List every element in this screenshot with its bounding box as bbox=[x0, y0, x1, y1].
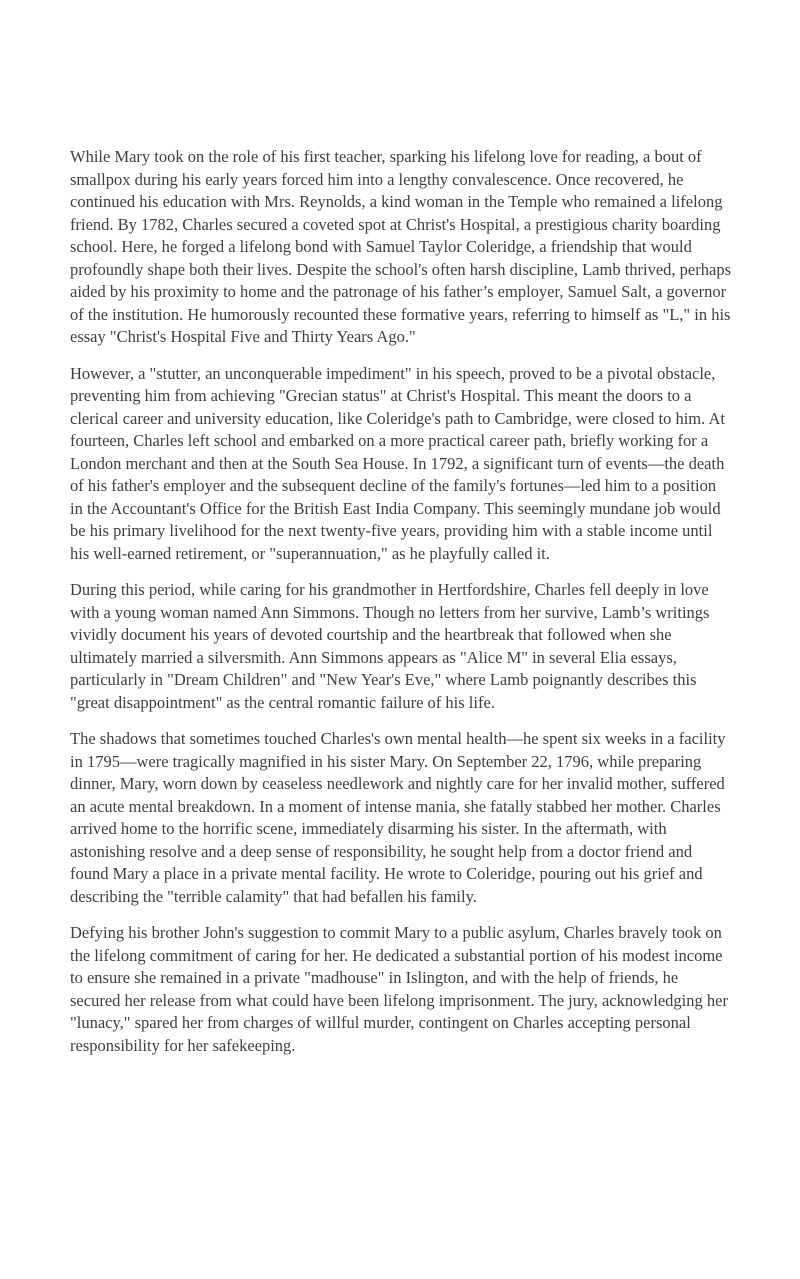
paragraph-ann-simmons: During this period, while caring for his grandmother in Hertfordshire, Charles fell deeply in love with a young woman named Ann Simmons. Though no letters from her survive, Lamb’s writings vividly document his years of devoted courtship and the heartbreak that followed when she ultimately married a silversmith. Ann Simmons appears as "Alice M" in several Elia essays, particularly in "Dream Children" and "New Year's Eve," where Lamb poignantly describes this "great disappointment" as the central romantic failure of his life. bbox=[70, 580, 710, 712]
paragraph-schooling: While Mary took on the role of his first teacher, sparking his lifelong love for reading, a bout of smallpox during his early years forced him into a lengthy convalescence. Once recovered, he continued his education with Mrs. Reynolds, a kind woman in the Temple who remained a lifelong friend. By 1782, Charles secured a coveted spot at Christ's Hospital, a prestigious charity boarding school. Here, he forged a lifelong bond with Samuel Taylor Coleridge, a friendship that would profoundly shape both their lives. Despite the school's often harsh discipline, Lamb thrived, perhaps aided by his proximity to home and the patronage of his father’s employer, Samuel Salt, a governor of the institution. He humorously recounted these formative years, referring to himself as "L," in his essay "Christ's Hospital Five and Thirty Years Ago." bbox=[70, 147, 731, 346]
paragraph-career: However, a "stutter, an unconquerable impediment" in his speech, proved to be a pivotal obstacle, preventing him from achieving "Grecian status" at Christ's Hospital. This meant the doors to a clerical career and university education, like Coleridge's path to Cambridge, were closed to him. At fourteen, Charles left school and embarked on a more practical career path, briefly working for a London merchant and then at the South Sea House. In 1792, a significant turn of events—the death of his father's employer and the subsequent decline of the family's fortunes—led him to a position in the Accountant's Office for the British East India Company. This seemingly mundane job would be his primary livelihood for the next twenty-five years, providing him with a stable income until his well-earned retirement, or "superannuation," as he playfully called it. bbox=[70, 363, 725, 563]
paragraph-guardianship: Defying his brother John's suggestion to commit Mary to a public asylum, Charles bravely took on the lifelong commitment of caring for her. He dedicated a substantial portion of his modest income to ensure she remained in a private "madhouse" in Islington, and with the help of friends, he secured her release from what could have been lifelong imprisonment. The jury, acknowledging her "lunacy," spared her from charges of willful murder, contingent on Charles accepting personal responsibility for her safekeeping. bbox=[70, 923, 728, 1055]
paragraph-mary-tragedy: The shadows that sometimes touched Charles's own mental health—he spent six weeks in a facility in 1795—were tragically magnified in his sister Mary. On September 22, 1796, while preparing dinner, Mary, worn down by ceaseless needlework and nightly care for her invalid mother, suffered an acute mental breakdown. In a moment of intense mania, she fatally stabbed her mother. Charles arrived home to the horrific scene, immediately disarming his sister. In the aftermath, with astonishing resolve and a deep sense of responsibility, he sought help from a doctor friend and found Mary a place in a private mental facility. He wrote to Coleridge, pouring out his grief and describing the "terrible calamity" that had befallen his family. bbox=[70, 729, 726, 906]
